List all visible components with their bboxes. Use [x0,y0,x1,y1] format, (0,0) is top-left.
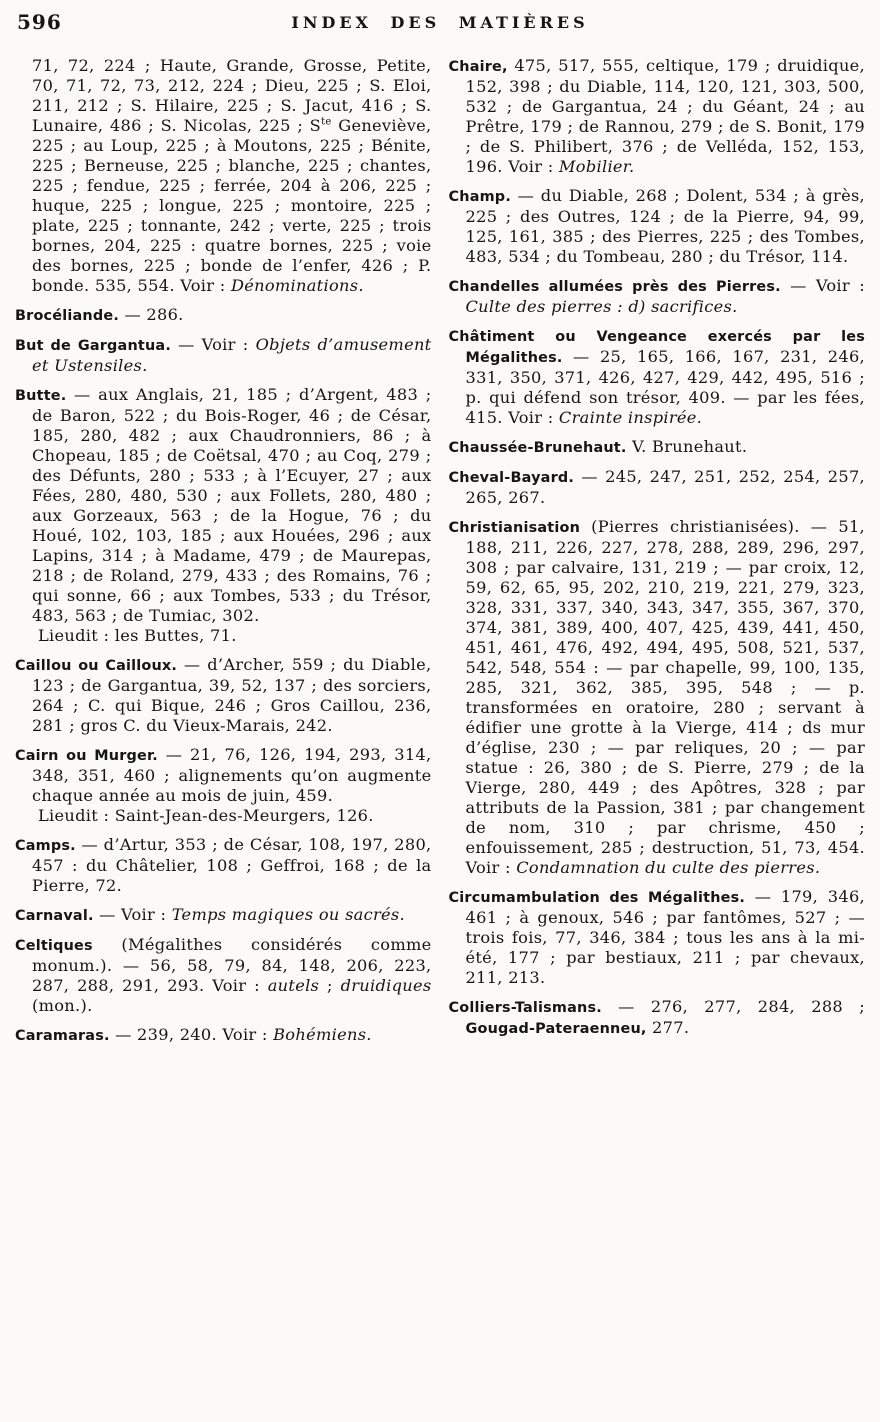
entry-term: Carnaval. [15,908,94,924]
index-entry [449,56,866,177]
entry-crossref: Dénominations. [230,276,364,295]
entry-text: Geneviève, 225 ; au Loup, 225 ; à Moutons, 225 ; Bénite, 225 ; Berneuse, 225 ; blanche, 225 ; chantes, 225 ; fendue, 225 ; ferrée, 204 à 206, 225 ; huque, 225 ; longue, 225 ; montoire, 225 ; plate, 225 ; tonnante, 242 ; verte, 225 ; trois bornes, 204, 225 : quatre bornes, 225 ; voie des bornes, 225 ; bonde de l’enfer, 426 ; P. bonde. 535, 554. Voir : [32,116,432,295]
entry-paragraph [449,326,866,428]
entry-paragraph [15,385,432,626]
entry-text: 475, 517, 555, celtique, 179 ; druidique, 152, 398 ; du Diable, 114, 120, 121, 303, 500, 532 ; de Gargantua, 24 ; du Géant, 24 ; au Prêtre, 179 ; de Rannou, 279 ; de S. Bonit, 179 ; de S. Philibert, 376 ; de Velléda, 152, 153, 196. Voir : [465,56,865,176]
index-entry [15,655,432,736]
entry-text: — d’Artur, 353 ; de César, 108, 197, 280, 457 : du Châtelier, 108 ; Geffroi, 168 ; de la Pierre, 72. [32,835,432,895]
entry-term: Chandelles allumées près des Pierres. [448,279,781,295]
entry-text: Lieudit : Saint-Jean-des-Meurgers, 126. [38,806,374,825]
entry-term: Caillou ou Cailloux. [15,658,178,674]
entry-paragraph [15,335,432,376]
entry-term: Brocéliande. [15,308,119,324]
entry-term: Gougad-Pateraenneu, [465,1021,647,1037]
entry-text: — 245, 247, 251, 252, 254, 257, 265, 267. [465,467,865,507]
entry-paragraph [449,997,866,1039]
entry-text: (Mégalithes considérés comme monum.). — 56, 58, 79, 84, 148, 206, 223, 287, 288, 291, 293. Voir : [32,935,432,995]
entry-crossref: autels [267,976,320,995]
entry-paragraph [449,467,866,508]
entry-term: Cairn ou Murger. [15,748,158,764]
entry-term: Circumambulation des Mégalithes. [448,890,746,906]
entry-text: — aux Anglais, 21, 185 ; d’Argent, 483 ; de Baron, 522 ; du Bois-Roger, 46 ; de César, 185, 280, 482 ; aux Chaudronniers, 86 ; à Chopeau, 185 ; de Coëtsal, 470 ; au Coq, 279 ; des Défunts, 280 ; 533 ; à l’Ecuyer, 27 ; aux Fées, 280, 480, 530 ; aux Follets, 280, 480 ; aux Gorzeaux, 563 ; de la Hogue, 76 ; du Houé, 102, 103, 185 ; aux Houées, 296 ; aux Lapins, 314 ; à Madame, 479 ; de Maurepas, 218 ; de Roland, 279, 433 ; des Romains, 76 ; qui sonne, 66 ; aux Tombes, 533 ; du Trésor, 483, 563 ; de Tumiac, 302. [32,385,432,625]
entry-paragraph [15,935,432,1016]
entry-term: Châtiment ou Vengeance exercés par les Mégalithes. [448,329,865,366]
entry-crossref: Culte des pierres : d) sacrifices. [465,297,738,316]
index-entry [449,186,866,267]
entry-text: 71, 72, 224 ; Haute, Grande, Grosse, Petite, 70, 71, 72, 73, 212, 224 ; Dieu, 225 ; S. Eloi, 211, 212 ; S. Hilaire, 225 ; S. Jacut, 416 ; S. Lunaire, 486 ; S. Nicolas, 225 ; S [32,56,432,135]
index-entry [15,335,432,376]
page-title: INDEX DES MATIÈRES [291,13,589,32]
entry-crossref: Bohémiens. [273,1025,372,1044]
entry-text: — 21, 76, 126, 194, 293, 314, 348, 351, 460 ; alignements qu’on augmente chaque année au mois de juin, 459. [32,745,432,805]
entry-text: 277. [646,1018,690,1037]
entry-term: Caramaras. [15,1028,110,1044]
entry-term: Chaire, [448,59,508,75]
index-entry [15,745,432,826]
column-right [449,56,866,1055]
index-entry [449,467,866,508]
index-entry [15,835,432,896]
entry-term: Christianisation [448,520,581,536]
entry-crossref: Objets d’amusement et Ustensiles. [32,335,432,375]
index-entry [15,935,432,1016]
index-entry [449,276,866,317]
page-number: 596 [17,10,62,34]
entry-crossref: Condamnation du culte des pierres. [516,858,821,877]
entry-term: But de Gargantua. [15,338,171,354]
entry-text: (Pierres christianisées). — 51, 188, 211, 226, 227, 278, 288, 289, 296, 297, 308 ; par calvaire, 131, 219 ; — par croix, 12, 59, 62, 65, 95, 202, 210, 219, 221, 279, 323, 328, 331, 337, 340, 343, 347, 355, 367, 370, 374, 381, 389, 400, 407, 425, 439, 441, 450, 451, 461, 476, 492, 494, 495, 508, 521, 537, 542, 548, 554 : — par chapelle, 99, 100, 135, 285, 321, 362, 385, 395, 548 ; — p. transformées en oratoire, 280 ; servant à édifier une grotte à la Vierge, 414 ; ds mur d’église, 230 ; — par reliques, 20 ; — par statue : 26, 380 ; de S. Pierre, 279 ; de la Vierge, 280, 449 ; des Apôtres, 328 ; par attributs de la Passion, 381 ; par changement de nom, 310 ; par chrisme, 450 ; enfouissement, 285 ; destruction, 51, 73, 454. Voir : [465,517,865,877]
entry-crossref: Mobilier. [558,157,635,176]
entry-text: (mon.). [32,996,93,1015]
entry-paragraph [15,655,432,736]
entry-paragraph [449,186,866,267]
page-header [15,10,865,42]
entry-text: — 276, 277, 284, 288 ; [601,997,865,1016]
entry-text: — d’Archer, 559 ; du Diable, 123 ; de Gargantua, 39, 52, 137 ; des sorciers, 264 ; C. qui Bique, 246 ; Gros Caillou, 236, 281 ; gros C. du Vieux-Marais, 242. [32,655,432,735]
entry-crossref: druidiques [340,976,432,995]
entry-text: V. Brunehaut. [626,437,748,456]
entry-paragraph [15,905,432,926]
column-left [15,56,432,1055]
entry-paragraph [15,1025,432,1046]
entry-text: — Voir : [93,905,172,924]
entry-text: — du Diable, 268 ; Dolent, 534 ; à grès, 225 ; des Outres, 124 ; de la Pierre, 94, 99, 125, 161, 385 ; des Pierres, 225 ; des Tombes, 483, 534 ; du Tombeau, 280 ; du Trésor, 114. [465,186,865,266]
index-columns [15,56,865,1055]
index-entry [15,385,432,646]
entry-text: — Voir : [171,335,256,354]
entry-paragraph [15,745,432,806]
entry-text: — Voir : [780,276,865,295]
entry-paragraph [449,56,866,177]
entry-paragraph [449,517,866,878]
entry-term: Chaussée-Brunehaut. [448,440,627,456]
entry-text: te [321,116,332,128]
index-entry [449,437,866,458]
index-entry [449,326,866,428]
entry-sub-line [15,626,432,646]
entry-term: Champ. [448,189,511,205]
index-entry [15,305,432,326]
entry-crossref: Temps magiques ou sacrés. [171,905,405,924]
entry-text: — 179, 346, 461 ; à genoux, 546 ; par fantômes, 527 ; — trois fois, 77, 346, 384 ; tous les ans à la mi-été, 177 ; par bestiaux, 211 ; par chevaux, 211, 213. [465,887,865,987]
entry-term: Colliers-Talismans. [448,1000,602,1016]
entry-text: ; [319,976,341,995]
entry-paragraph [15,56,432,296]
entry-text: — 239, 240. Voir : [109,1025,274,1044]
entry-text: — 25, 165, 166, 167, 231, 246, 331, 350, 371, 426, 427, 429, 442, 495, 516 ; p. qui défend son trésor, 409. — par les fées, 415. Voir : [465,347,865,427]
entry-term: Butte. [15,388,67,404]
entry-term: Celtiques [15,938,93,954]
entry-paragraph [15,835,432,896]
index-entry [15,56,432,296]
index-entry [15,905,432,926]
index-entry [15,1025,432,1046]
entry-term: Camps. [15,838,76,854]
index-entry [449,997,866,1039]
entry-term: Cheval-Bayard. [448,470,575,486]
entry-sub-line [15,806,432,826]
entry-text: — 286. [119,305,184,324]
entry-paragraph [449,437,866,458]
index-entry [449,517,866,878]
entry-paragraph [15,305,432,326]
index-entry [449,887,866,988]
entry-crossref: Crainte inspirée. [558,408,703,427]
entry-paragraph [449,276,866,317]
entry-text: Lieudit : les Buttes, 71. [38,626,237,645]
entry-paragraph [449,887,866,988]
